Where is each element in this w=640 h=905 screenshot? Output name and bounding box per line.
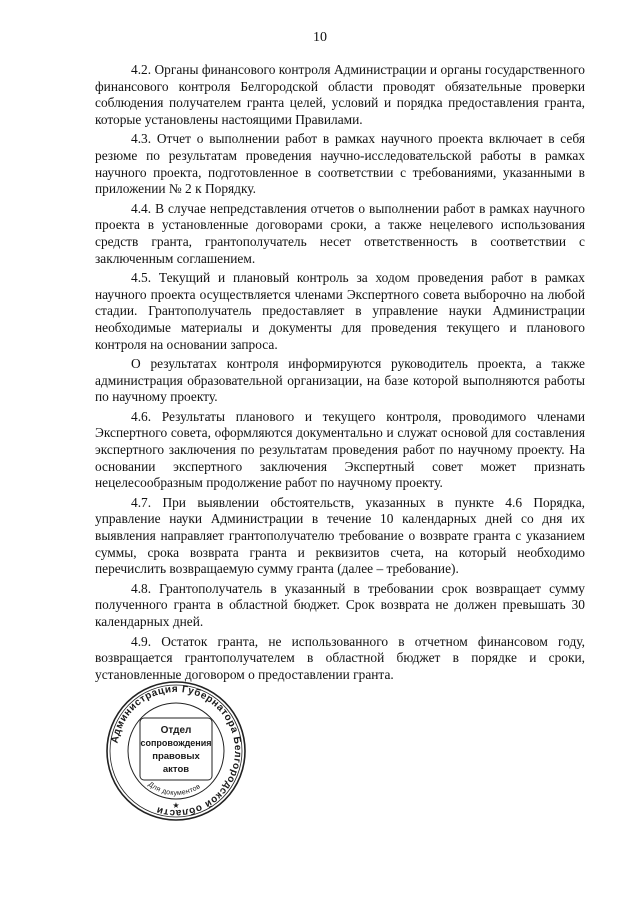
stamp-seal [105,680,247,822]
paragraph-4-3: 4.3. Отчет о выполнении работ в рамках научного проекта включает в себя резюме по результатам проведения научно-исследовательской работы в рамках научного проекта, подготовленное в соответствии с требованиями, указанными в приложении № 2 к Порядку. [95,131,585,197]
stamp-center-line-4: актов [162,764,190,775]
page-number: 10 [313,30,327,45]
stamp-center-line-2: сопровождения [140,738,212,748]
paragraph-4-9: 4.9. Остаток гранта, не использованного в отчетном финансовом году, возвращается грантополучателем в областной бюджет в порядке и сроки, установленные договором о предоставлении гранта. [95,633,585,682]
paragraph-4-7: 4.7. При выявлении обстоятельств, указанных в пункте 4.6 Порядка, управление науки Администрации в течение 10 календарных дней со дня их выявления направляет грантополучателю требование о возврате гранта с указанием суммы, срока возврата гранта и реквизитов счета, на который необходимо перечислить возвращаемую сумму гранта (далее – требование). [95,494,585,577]
stamp-center-line-1: Отдел [160,725,192,736]
paragraph-4-5: 4.5. Текущий и плановый контроль за ходом проведения работ в рамках научного проекта осуществляется членами Экспертного совета выборочно на любой стадии. Грантополучатель предоставляет в управление науки Администрации необходимые материалы и документы для проведения текущего и планового контроля на основании запроса. [95,270,585,352]
stamp-inner-ring-text: Для документов [146,780,202,798]
paragraph-control-results: О результатах контроля информируются руководитель проекта, а также администрация образовательной организации, на базе которой выполняются работы по научному проекту. [95,356,585,405]
stamp-outer-text: Администрация Губернатора Белгородской области [109,683,244,819]
stamp-star-mark: ★ [172,801,180,810]
document-body [95,62,585,686]
stamp-center-line-3: правовых [152,751,200,762]
paragraph-4-4: 4.4. В случае непредставления отчетов о выполнении работ в рамках научного проекта в установленные договорами сроки, а также нецелевого использования средств гранта, грантополучатель несет ответственность в соответствии с заключенным соглашением. [95,200,585,266]
official-stamp [105,680,247,822]
paragraph-4-6: 4.6. Результаты планового и текущего контроля, проводимого членами Экспертного совета, оформляются документально и служат основой для составления экспертного заключения по результатам проведения работ по научному проекту. На основании экспертного заключения Экспертный совет может признать нецелесообразным продолжение работ по научному проекту. [95,408,585,491]
paragraph-4-2: 4.2. Органы финансового контроля Администрации и органы государственного финансового контроля Белгородской области проводят обязательные проверки соблюдения получателем гранта целей, условий и порядка предоставления гранта, которые установлены настоящими Правилами. [95,62,585,127]
paragraph-4-8: 4.8. Грантополучатель в указанный в требовании срок возвращает сумму полученного гранта в областной бюджет. Срок возврата не должен превышать 30 календарных дней. [95,580,585,629]
